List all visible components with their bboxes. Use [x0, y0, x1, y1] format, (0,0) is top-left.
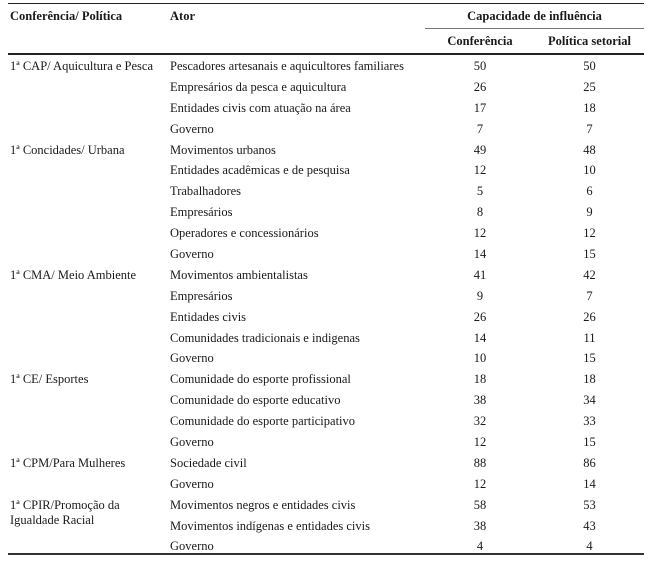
conference-value: 4 [476, 539, 484, 554]
actor-cell: Entidades civis [170, 309, 247, 324]
actor-cell: Movimentos ambientalistas [170, 267, 308, 282]
actor-cell: Comunidade do esporte educativo [170, 393, 341, 408]
header-sector-policy: Política setorial [548, 34, 631, 48]
table-row [0, 266, 650, 287]
conference-value: 12 [473, 226, 487, 241]
table-top-rule [8, 3, 644, 4]
actor-cell: Pescadores artesanais e aquicultores familiares [170, 59, 404, 73]
table-row [0, 161, 650, 182]
policy-value: 15 [583, 351, 596, 366]
actor-cell: Empresários [170, 288, 233, 303]
policy-value: 15 [583, 247, 596, 262]
group-cell: 1ª CAP/ Aquicultura e Pesca [10, 59, 154, 73]
policy-value: 10 [583, 163, 596, 178]
policy-value: 7 [586, 288, 593, 303]
conference-value: 14 [473, 247, 487, 262]
table-row [0, 57, 650, 78]
conference-value: 41 [473, 267, 487, 282]
table-row [0, 370, 650, 391]
group-cell: 1ª CMA/ Meio Ambiente [10, 267, 137, 282]
conference-value: 50 [473, 59, 487, 73]
actor-cell: Movimentos indígenas e entidades civis [170, 518, 370, 533]
policy-value: 33 [583, 414, 596, 429]
conference-value: 9 [476, 288, 484, 303]
conference-value: 17 [473, 100, 487, 115]
header-conference: Conferência [447, 34, 513, 48]
policy-value: 42 [583, 267, 596, 282]
policy-value: 4 [586, 539, 593, 554]
policy-value: 48 [583, 142, 596, 157]
actor-cell: Movimentos urbanos [170, 142, 276, 157]
table-row [0, 141, 650, 162]
policy-value: 12 [583, 226, 596, 241]
policy-value: 6 [586, 184, 593, 199]
conference-value: 8 [476, 205, 484, 220]
table-row [0, 99, 650, 120]
table-row [0, 308, 650, 329]
table-row [0, 517, 650, 538]
conference-value: 10 [473, 351, 487, 366]
conference-value: 26 [473, 309, 487, 324]
actor-cell: Entidades civis com atuação na área [170, 100, 351, 115]
table-row [0, 349, 650, 370]
table-row [0, 203, 650, 224]
conference-value: 7 [476, 121, 484, 136]
policy-value: 11 [583, 330, 596, 345]
policy-value: 43 [583, 518, 596, 533]
table-row [0, 329, 650, 350]
group-cell: 1ª CE/ Esportes [10, 372, 89, 387]
conference-value: 18 [473, 372, 487, 387]
policy-value: 25 [583, 79, 596, 94]
actor-cell: Governo [170, 121, 214, 136]
table-bottom-rule [8, 553, 644, 555]
table-row [0, 120, 650, 141]
header-actor: Ator [170, 9, 195, 23]
header-influence-capacity: Capacidade de influência [467, 9, 602, 23]
table-row [0, 287, 650, 308]
conference-value: 12 [473, 163, 487, 178]
actor-cell: Comunidade do esporte participativo [170, 414, 356, 429]
table-row [0, 182, 650, 203]
policy-value: 86 [583, 455, 596, 470]
table-row [0, 537, 650, 558]
conference-value: 38 [473, 518, 487, 533]
table-row [0, 245, 650, 266]
conference-value: 12 [473, 476, 487, 491]
group-cell: 1ª Concidades/ Urbana [10, 142, 125, 157]
conference-value: 88 [473, 455, 487, 470]
conference-value: 26 [473, 79, 487, 94]
policy-value: 50 [583, 59, 596, 73]
conference-value: 12 [473, 435, 487, 450]
table-row [0, 78, 650, 99]
actor-cell: Governo [170, 476, 214, 491]
policy-value: 9 [586, 205, 593, 220]
actor-cell: Comunidade do esporte profissional [170, 372, 351, 387]
policy-value: 14 [583, 476, 596, 491]
policy-value: 7 [586, 121, 593, 136]
table-body [0, 57, 650, 558]
header-bottom-rule [8, 53, 644, 55]
actor-cell: Entidades acadêmicas e de pesquisa [170, 163, 350, 178]
conference-value: 49 [473, 142, 487, 157]
group-cell: 1ª CPIR/Promoção da Igualdade Racial [10, 497, 120, 527]
policy-value: 18 [583, 100, 596, 115]
actor-cell: Movimentos negros e entidades civis [170, 497, 356, 512]
header-conference-policy: Conferência/ Política [10, 9, 123, 23]
table-row [0, 391, 650, 412]
actor-cell: Trabalhadores [170, 184, 242, 199]
actor-cell: Empresários [170, 205, 233, 220]
policy-value: 18 [583, 372, 596, 387]
group-cell: 1ª CPM/Para Mulheres [10, 455, 126, 470]
conference-value: 32 [473, 414, 487, 429]
actor-cell: Empresários da pesca e aquicultura [170, 79, 347, 94]
actor-cell: Sociedade civil [170, 455, 247, 470]
actor-cell: Operadores e concessionários [170, 226, 319, 241]
actor-cell: Governo [170, 247, 214, 262]
actor-cell: Governo [170, 539, 214, 554]
table-row [0, 454, 650, 475]
policy-value: 53 [583, 497, 596, 512]
actor-cell: Comunidades tradicionais e indigenas [170, 330, 360, 345]
conference-value: 5 [476, 184, 484, 199]
policy-value: 26 [583, 309, 596, 324]
header-span-rule [425, 28, 644, 29]
table-row [0, 433, 650, 454]
conference-value: 38 [473, 393, 487, 408]
policy-value: 34 [583, 393, 596, 408]
conference-value: 58 [473, 497, 487, 512]
conference-value: 14 [473, 330, 487, 345]
actor-cell: Governo [170, 435, 214, 450]
table-row [0, 224, 650, 245]
actor-cell: Governo [170, 351, 214, 366]
table-row [0, 475, 650, 496]
policy-value: 15 [583, 435, 596, 450]
table-row [0, 412, 650, 433]
